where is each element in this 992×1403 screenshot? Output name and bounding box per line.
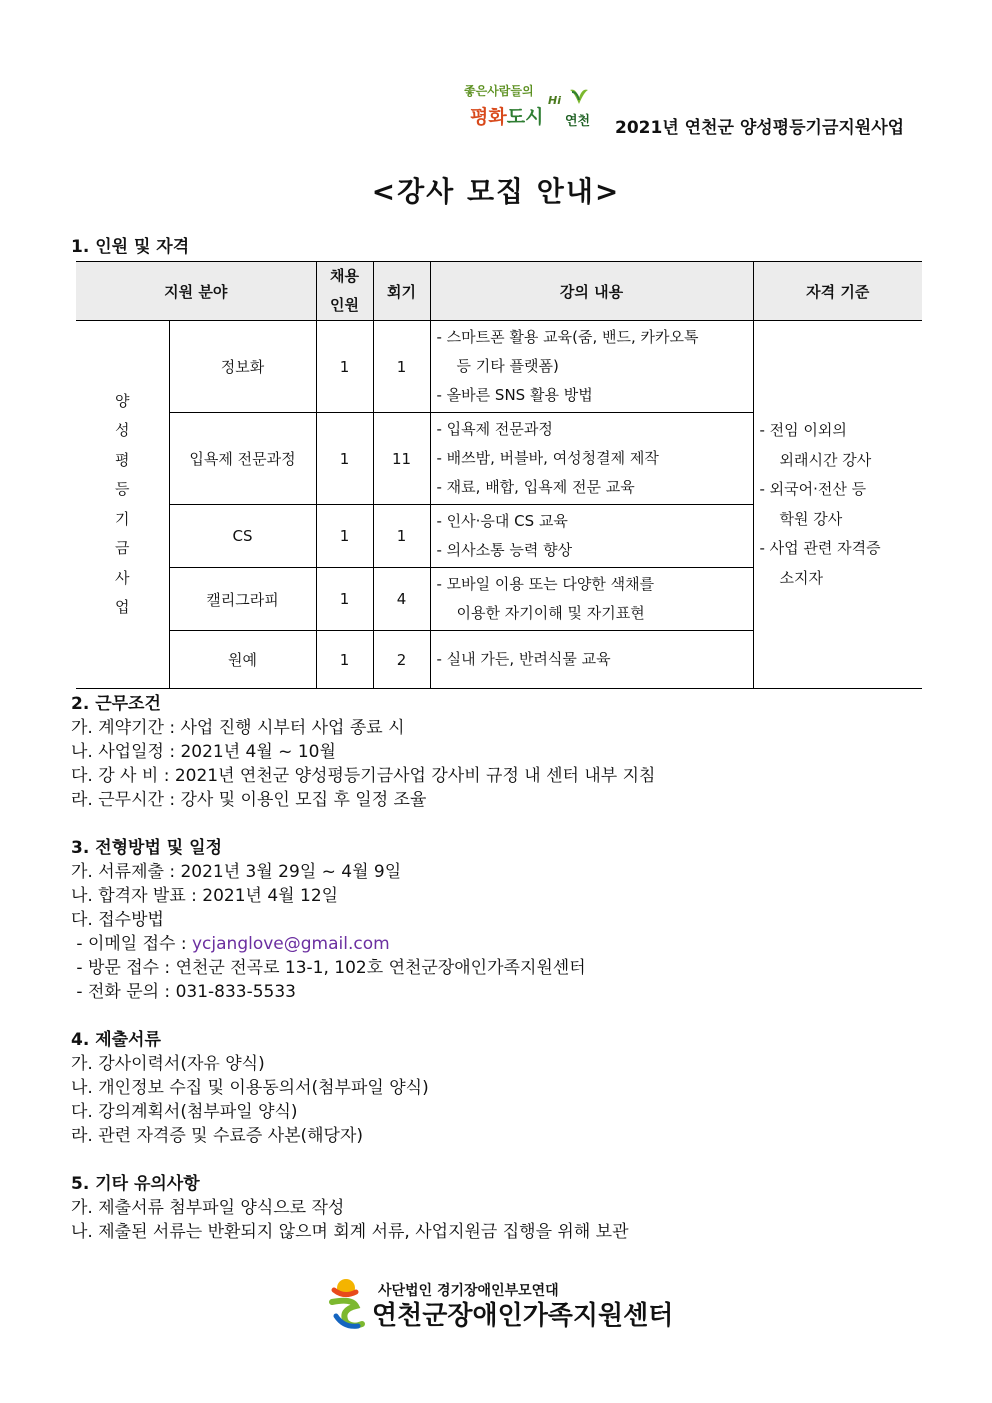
section2-line: 나. 사업일정 : 2021년 4월 ~ 10월 — [71, 742, 336, 762]
row-count: 1 — [316, 505, 373, 568]
section2-line: 라. 근무시간 : 강사 및 이용인 모집 후 일정 조율 — [71, 790, 427, 810]
col-qualifications: 자격 기준 — [753, 262, 922, 321]
email-link[interactable]: ycjanglove@gmail.com — [192, 934, 390, 954]
row-field: CS — [169, 505, 316, 568]
section3-line: 다. 접수방법 — [71, 910, 164, 930]
org-name: 연천군장애인가족지원센터 — [372, 1301, 674, 1331]
section2-heading: 2. 근무조건 — [71, 694, 161, 714]
content-line: - 스마트폰 활용 교육(줌, 밴드, 카카오톡 — [436, 328, 699, 346]
row-sessions: 2 — [373, 631, 430, 689]
email-label: - 이메일 접수 : — [71, 934, 192, 954]
row-count: 1 — [316, 568, 373, 631]
section4-line: 가. 강사이력서(자유 양식) — [71, 1054, 265, 1074]
content-line: 등 기타 플랫폼) — [456, 357, 559, 375]
section4-line: 라. 관련 자격증 및 수료증 사본(해당자) — [71, 1126, 364, 1146]
row-field: 정보화 — [169, 321, 316, 413]
col-field: 지원 분야 — [76, 262, 316, 321]
section4-line: 나. 개인정보 수집 및 이용동의서(첨부파일 양식) — [71, 1078, 429, 1098]
section4-heading: 4. 제출서류 — [71, 1030, 161, 1050]
col-sessions: 회기 — [373, 262, 430, 321]
row-count: 1 — [316, 413, 373, 505]
org-logo-icon — [326, 1276, 370, 1332]
section5-heading: 5. 기타 유의사항 — [71, 1174, 200, 1194]
col-count — [316, 262, 373, 321]
slogan-part-a: 평화 — [470, 106, 507, 128]
content-line: - 재료, 배합, 입욕제 전문 교육 — [436, 478, 635, 496]
col-content: 강의 내용 — [430, 262, 753, 321]
content-line: - 모바일 이용 또는 다양한 색채를 — [436, 575, 655, 593]
page-title: <강사 모집 안내> — [371, 175, 621, 208]
content-line: - 올바른 SNS 활용 방법 — [436, 386, 593, 404]
hi-text: Hi — [548, 94, 561, 107]
row-field: 캘리그라피 — [169, 568, 316, 631]
recruit-table — [76, 261, 922, 689]
section2-line: 다. 강 사 비 : 2021년 연천군 양성평등기금사업 강사비 규정 내 센터 내부 지침 — [71, 766, 656, 786]
slogan-part-b: 도시 — [506, 106, 544, 128]
row-sessions: 11 — [373, 413, 430, 505]
slogan-line2 — [470, 102, 543, 129]
section2-line: 가. 계약기간 : 사업 진행 시부터 사업 종료 시 — [71, 718, 405, 738]
row-content — [430, 568, 753, 631]
section5-line: 나. 제출된 서류는 반환되지 않으며 회계 서류, 사업지원금 집행을 위해 보관 — [71, 1222, 629, 1242]
row-sessions: 4 — [373, 568, 430, 631]
qualifications-cell — [753, 321, 922, 689]
row-sessions: 1 — [373, 505, 430, 568]
content-line: - 입욕제 전문과정 — [436, 420, 553, 438]
section4-line: 다. 강의계획서(첨부파일 양식) — [71, 1102, 298, 1122]
content-line: 이용한 자기이해 및 자기표현 — [456, 604, 645, 622]
section3-line: 나. 합격자 발표 : 2021년 4월 12일 — [71, 886, 339, 906]
row-field: 입욕제 전문과정 — [169, 413, 316, 505]
section3-line: 가. 서류제출 : 2021년 3월 29일 ~ 4월 9일 — [71, 862, 402, 882]
col-count-label: 채용 인원 — [330, 267, 359, 314]
qualification-line: 소지자 — [779, 568, 823, 587]
table-row — [76, 321, 922, 413]
section5-line: 가. 제출서류 첨부파일 양식으로 작성 — [71, 1198, 345, 1218]
email-line — [71, 929, 390, 954]
qualification-line: - 전임 이외의 — [759, 421, 847, 439]
org-name-small: 사단법인 경기장애인부모연대 — [378, 1283, 559, 1299]
slogan-line1: 좋은사람들의 — [464, 84, 534, 98]
program-title: 2021년 연천군 양성평등기금지원사업 — [615, 118, 905, 138]
qualification-line: - 외국어·전산 등 — [759, 480, 867, 498]
row-count: 1 — [316, 631, 373, 689]
qualification-line: 학원 강사 — [779, 509, 843, 528]
row-sessions: 1 — [373, 321, 430, 413]
row-field: 원예 — [169, 631, 316, 689]
row-content — [430, 321, 753, 413]
city-name: 연천 — [565, 114, 591, 129]
content-line: - 의사소통 능력 향상 — [436, 541, 573, 559]
content-line: - 인사·응대 CS 교육 — [436, 512, 568, 530]
section1-heading: 1. 인원 및 자격 — [71, 237, 190, 257]
row-count: 1 — [316, 321, 373, 413]
row-content — [430, 413, 753, 505]
phone-line: - 전화 문의 : 031-833-5533 — [71, 982, 296, 1002]
visit-line: - 방문 접수 : 연천군 전곡로 13-1, 102호 연천군장애인가족지원센터 — [71, 958, 586, 978]
content-line: - 배쓰밤, 버블바, 여성청결제 제작 — [436, 449, 659, 467]
qualification-line: - 사업 관련 자격증 — [759, 539, 881, 557]
qualification-line: 외래시간 강사 — [779, 450, 872, 469]
section3-heading: 3. 전형방법 및 일정 — [71, 838, 222, 858]
table-header-row — [76, 262, 922, 321]
row-content — [430, 631, 753, 689]
row-content — [430, 505, 753, 568]
city-logo-icon — [568, 86, 590, 106]
group-label: 양 성 평 등 기 금 사 업 — [76, 321, 169, 689]
content-line: - 실내 가든, 반려식물 교육 — [436, 650, 611, 668]
